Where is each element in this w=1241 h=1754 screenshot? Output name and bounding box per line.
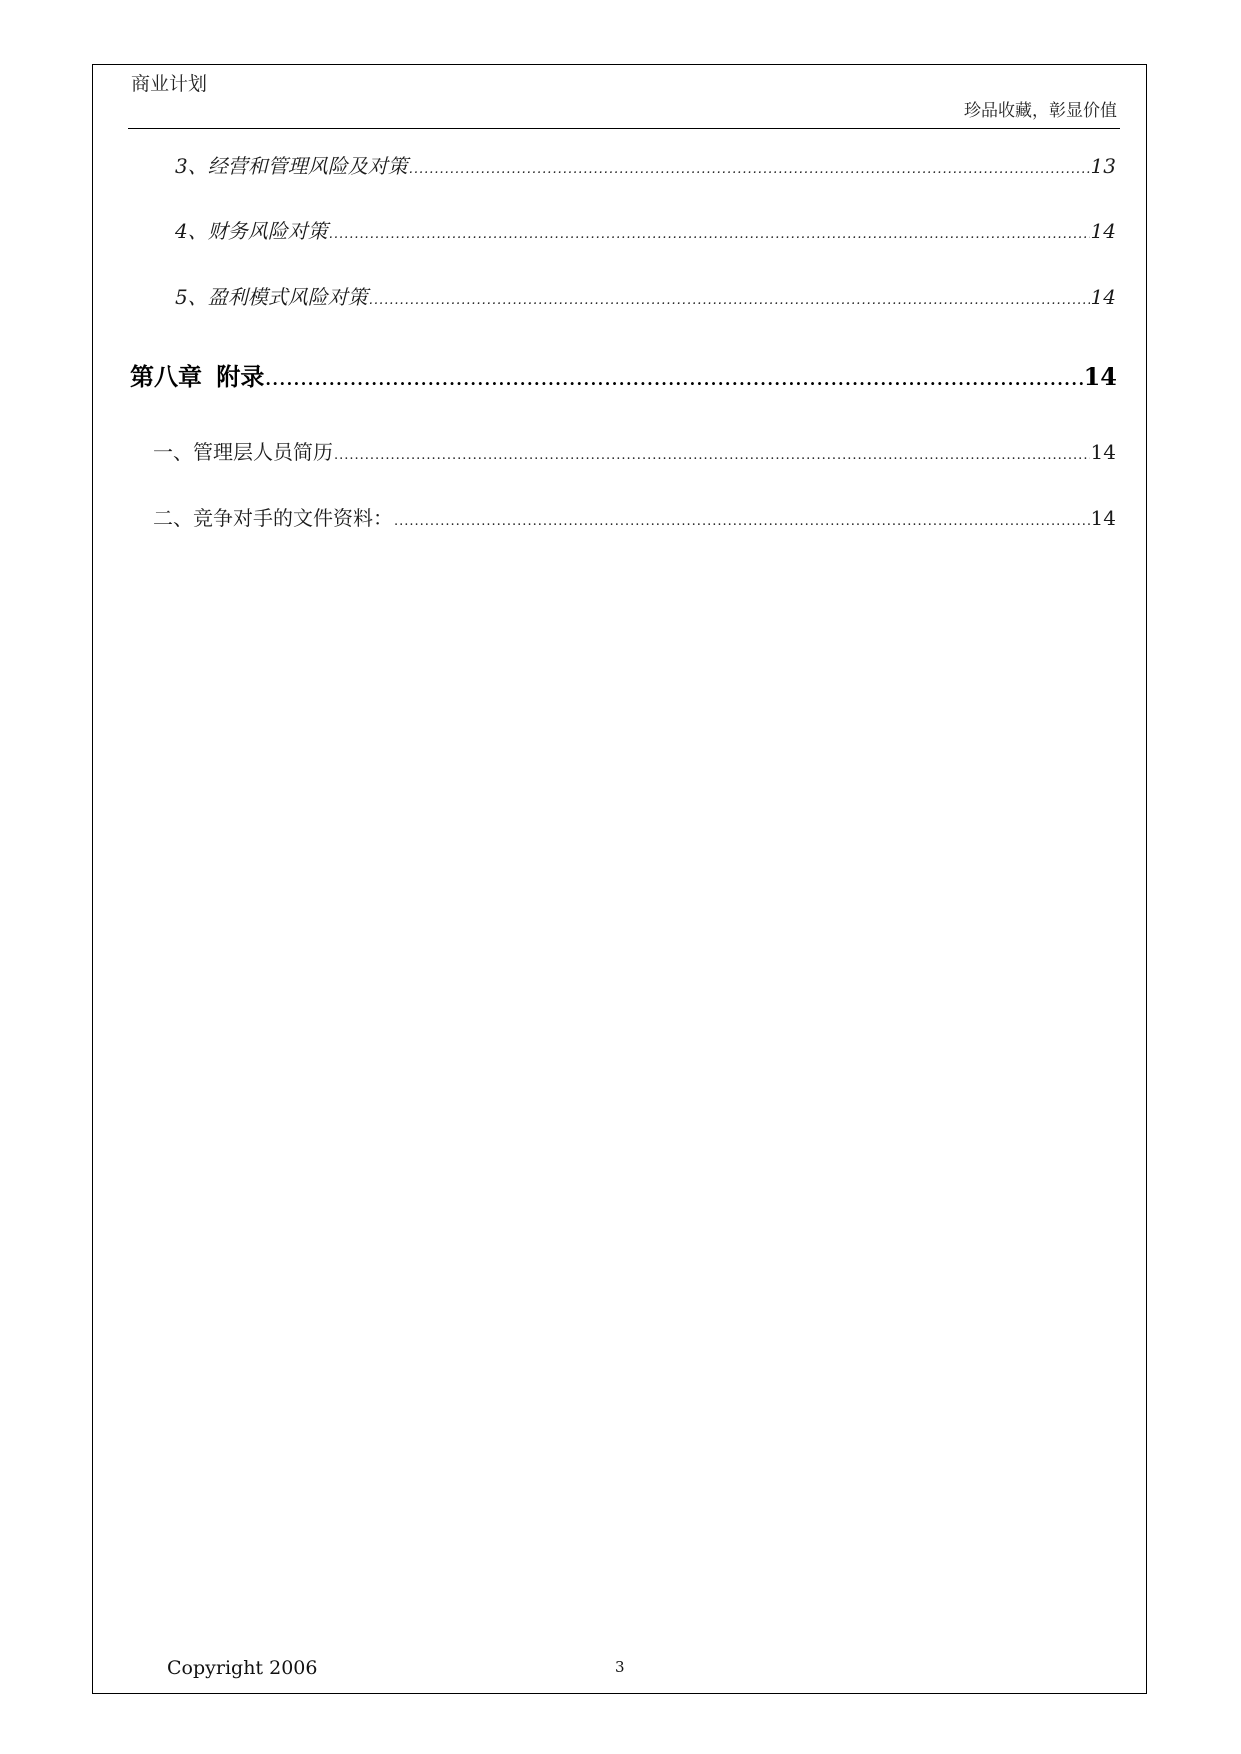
toc-entry-label: 3、经营和管理风险及对策: [175, 154, 408, 178]
toc-chapter-label: 第八章 附录: [130, 362, 265, 391]
toc-leader-dots: [334, 448, 1090, 463]
toc-leader-dots: [394, 514, 1090, 529]
header-slogan: 珍品收藏，彰显价值: [964, 101, 1117, 121]
toc-entry[interactable]: [175, 281, 1116, 310]
toc-leader-dots: [369, 293, 1090, 308]
toc-page-number: 13: [1090, 154, 1116, 178]
toc-page-number: 14: [1090, 285, 1116, 309]
toc-page-number: 14: [1090, 506, 1116, 530]
footer-page-number: 3: [615, 1658, 625, 1676]
toc-leader-dots: [329, 227, 1090, 242]
toc-page-number: 14: [1090, 219, 1116, 243]
toc-entry-label: 一、管理层人员简历: [153, 440, 333, 464]
toc-chapter-entry[interactable]: [130, 357, 1117, 392]
toc-entry[interactable]: [175, 215, 1116, 244]
toc-leader-dots: [409, 162, 1090, 177]
toc-entry-label: 5、盈利模式风险对策: [175, 285, 368, 309]
toc-entry[interactable]: [175, 150, 1116, 179]
toc-leader-dots: [265, 370, 1082, 389]
header-divider: [128, 128, 1120, 129]
toc-page-number: 14: [1090, 440, 1116, 464]
toc-entry-label: 二、竞争对手的文件资料：: [153, 506, 393, 530]
toc-page-number: 14: [1083, 362, 1117, 391]
toc-entry[interactable]: [153, 502, 1116, 531]
header-document-title: 商业计划: [131, 73, 208, 95]
toc-entry[interactable]: [153, 436, 1116, 465]
footer-copyright: Copyright 2006: [167, 1657, 318, 1679]
toc-entry-label: 4、财务风险对策: [175, 219, 328, 243]
